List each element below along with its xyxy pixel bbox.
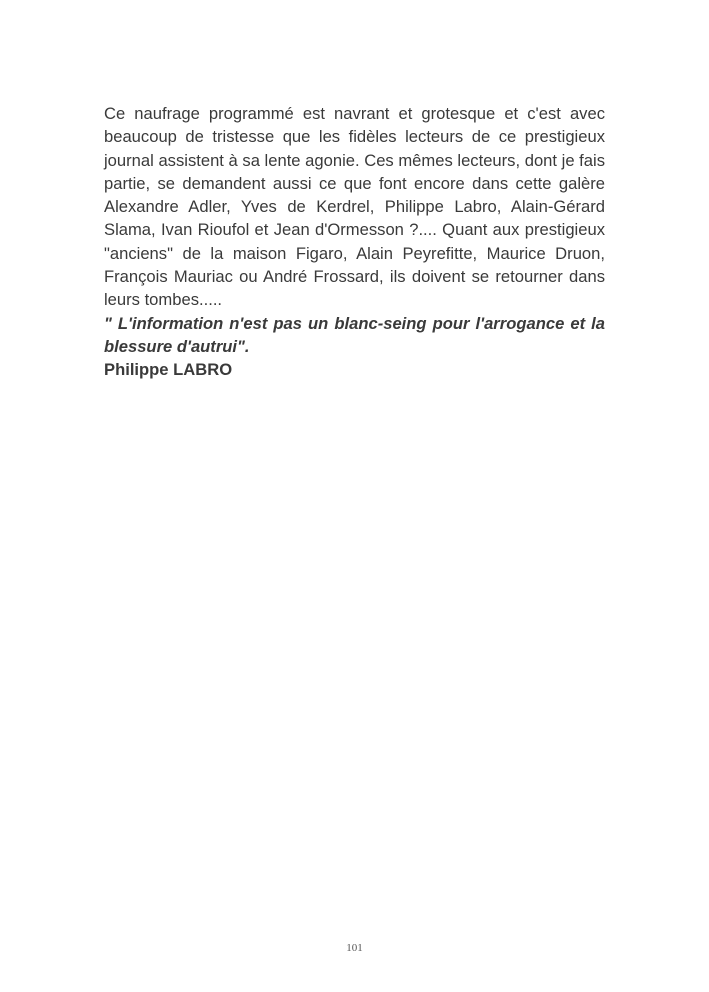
page-number: 101 (346, 942, 363, 954)
quotation: " L'information n'est pas un blanc-seing pour l'arrogance et la blessure d'autrui". (104, 313, 605, 356)
body-paragraph: Ce naufrage programmé est navrant et grotesque et c'est avec beaucoup de tristesse que les fidèles lecteurs de ce prestigieux journal assistent à sa lente agonie. Ces mêmes lecteurs, dont je fais partie, se demandent aussi ce que font encore dans cette galère Alexandre Adler, Yves de Kerdrel, Philippe Labro, Alain-Gérard Slama, Ivan Rioufol et Jean d'Ormesson ?.... Quant aux prestigieux "anciens" de la maison Figaro, Alain Peyrefitte, Maurice Druon, François Mauriac ou André Frossard, ils doivent se retourner dans leurs tombes..... (104, 104, 605, 310)
quote-author: Philippe LABRO (104, 360, 233, 380)
text-block (104, 102, 605, 382)
